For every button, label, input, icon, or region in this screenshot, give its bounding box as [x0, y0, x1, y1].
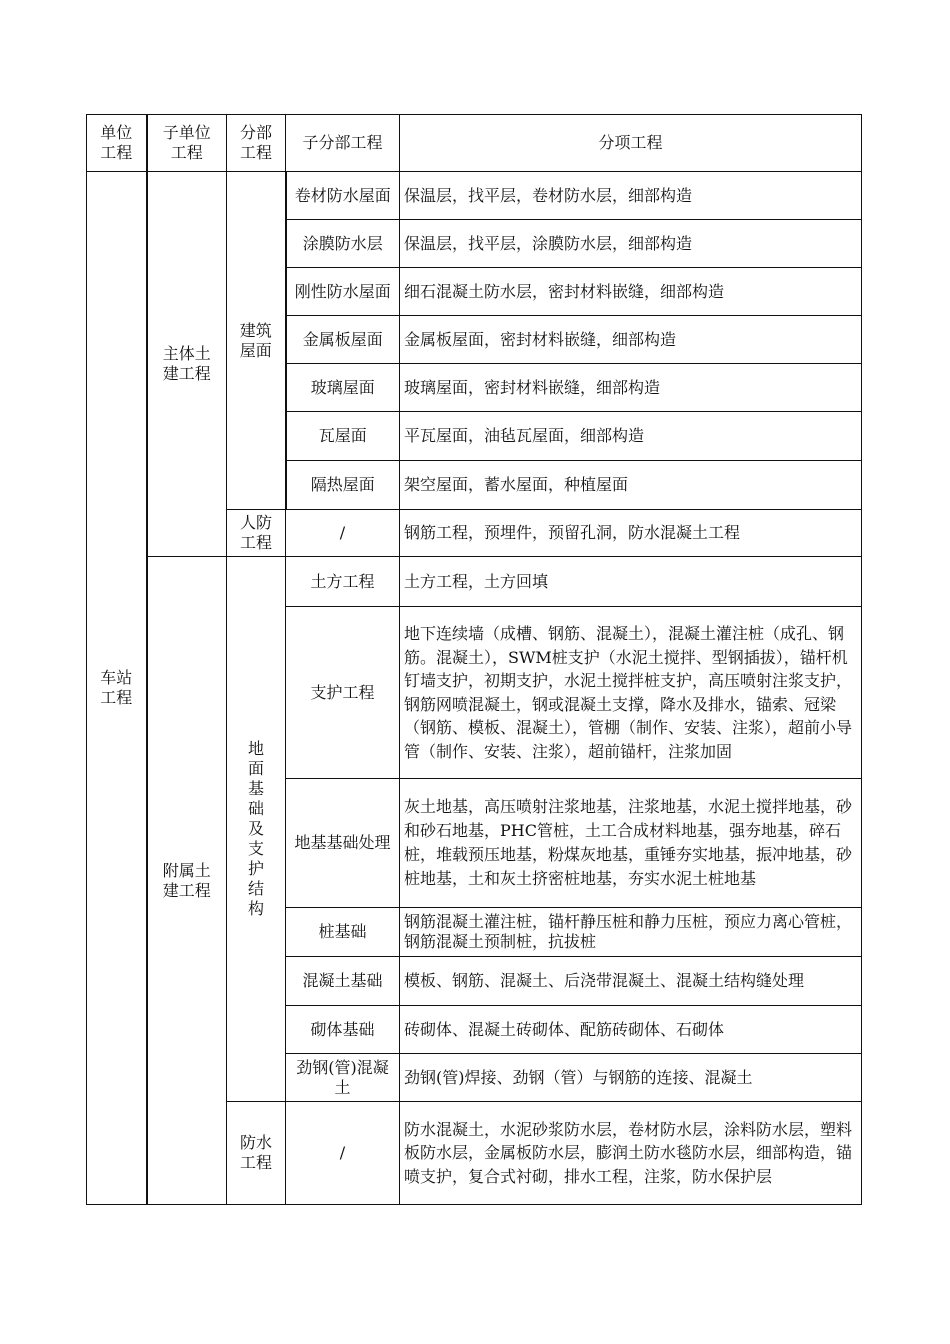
subdivision-cell: 隔热屋面: [286, 461, 400, 510]
header-item: 分项工程: [400, 115, 862, 172]
header-row: [87, 115, 862, 172]
item-cell: 保温层，找平层，涂膜防水层，细部构造: [400, 220, 862, 268]
subdivision-cell: 地基基础处理: [286, 779, 400, 908]
item-cell: 钢筋工程，预埋件，预留孔洞，防水混凝土工程: [400, 510, 862, 557]
item-cell: 细石混凝土防水层，密封材料嵌缝，细部构造: [400, 268, 862, 316]
subdivision-cell: 瓦屋面: [286, 412, 400, 461]
subdivision-cell: 土方工程: [286, 557, 400, 607]
subdivision-cell: 劲钢(管)混凝土: [286, 1054, 400, 1102]
item-cell: 钢筋混凝土灌注桩，锚杆静压桩和静力压桩，预应力离心管桩，钢筋混凝土预制桩，抗拔桩: [400, 908, 862, 957]
item-cell: 防水混凝土，水泥砂浆防水层，卷材防水层，涂料防水层，塑料板防水层，金属板防水层，膨润土防水毯防水层，细部构造，锚喷支护，复合式衬砌，排水工程，注浆，防水保护层: [400, 1102, 862, 1205]
item-cell: 灰土地基，高压喷射注浆地基，注浆地基，水泥土搅拌地基，砂和砂石地基，PHC管桩，土工合成材料地基，强夯地基，碎石桩，堆载预压地基，粉煤灰地基，重锤夯实地基，振冲地基，砂桩地基，土和灰土挤密桩地基，夯实水泥土桩地基: [400, 779, 862, 908]
engineering-division-table: [86, 114, 862, 1205]
item-cell: 模板、钢筋、混凝土、后浇带混凝土、混凝土结构缝处理: [400, 957, 862, 1006]
division-cell: 人防工程: [227, 510, 286, 557]
subdivision-cell: 金属板屋面: [286, 316, 400, 364]
header-subunit: 子单位工程: [147, 115, 227, 172]
division-cell: 防水工程: [227, 1102, 286, 1205]
subdivision-cell: 涂膜防水层: [286, 220, 400, 268]
item-cell: 金属板屋面，密封材料嵌缝，细部构造: [400, 316, 862, 364]
header-subdivision: 子分部工程: [286, 115, 400, 172]
division-cell: 建筑屋面: [227, 172, 286, 510]
subdivision-cell: 卷材防水屋面: [286, 172, 400, 220]
subdivision-cell: /: [286, 510, 400, 557]
header-unit: 单位工程: [87, 115, 147, 172]
table-row: [87, 557, 862, 607]
item-cell: 土方工程，土方回填: [400, 557, 862, 607]
item-cell: 劲钢(管)焊接、劲钢（管）与钢筋的连接、混凝土: [400, 1054, 862, 1102]
table-row: [87, 172, 862, 220]
item-cell: 地下连续墙（成槽、钢筋、混凝土），混凝土灌注桩（成孔、钢筋。混凝土），SWM桩支护（水泥土搅拌、型钢插拔），锚杆机钉墙支护，初期支护，水泥土搅拌桩支护，高压喷射注浆支护，钢筋网喷混凝土，钢或混凝土支撑，降水及排水，锚索、冠梁（钢筋、模板、混凝土），管棚（制作、安装、注浆），超前小导管（制作、安装、注浆），超前锚杆，注浆加固: [400, 607, 862, 779]
subdivision-cell: 桩基础: [286, 908, 400, 957]
subdivision-cell: 支护工程: [286, 607, 400, 779]
subdivision-cell: 刚性防水屋面: [286, 268, 400, 316]
subdivision-cell: 混凝土基础: [286, 957, 400, 1006]
subunit-cell: 主体土建工程: [147, 172, 227, 557]
item-cell: 玻璃屋面，密封材料嵌缝，细部构造: [400, 364, 862, 412]
division-cell: 地面基础及支护结构: [227, 557, 286, 1102]
unit-name-cell: 车站工程: [87, 172, 147, 1205]
item-cell: 保温层，找平层，卷材防水层，细部构造: [400, 172, 862, 220]
item-cell: 砖砌体、混凝土砖砌体、配筋砖砌体、石砌体: [400, 1006, 862, 1054]
subdivision-cell: 玻璃屋面: [286, 364, 400, 412]
subunit-cell: 附属土建工程: [147, 557, 227, 1205]
subdivision-cell: 砌体基础: [286, 1006, 400, 1054]
item-cell: 架空屋面，蓄水屋面，种植屋面: [400, 461, 862, 510]
header-division: 分部工程: [227, 115, 286, 172]
subdivision-cell: /: [286, 1102, 400, 1205]
item-cell: 平瓦屋面，油毡瓦屋面，细部构造: [400, 412, 862, 461]
